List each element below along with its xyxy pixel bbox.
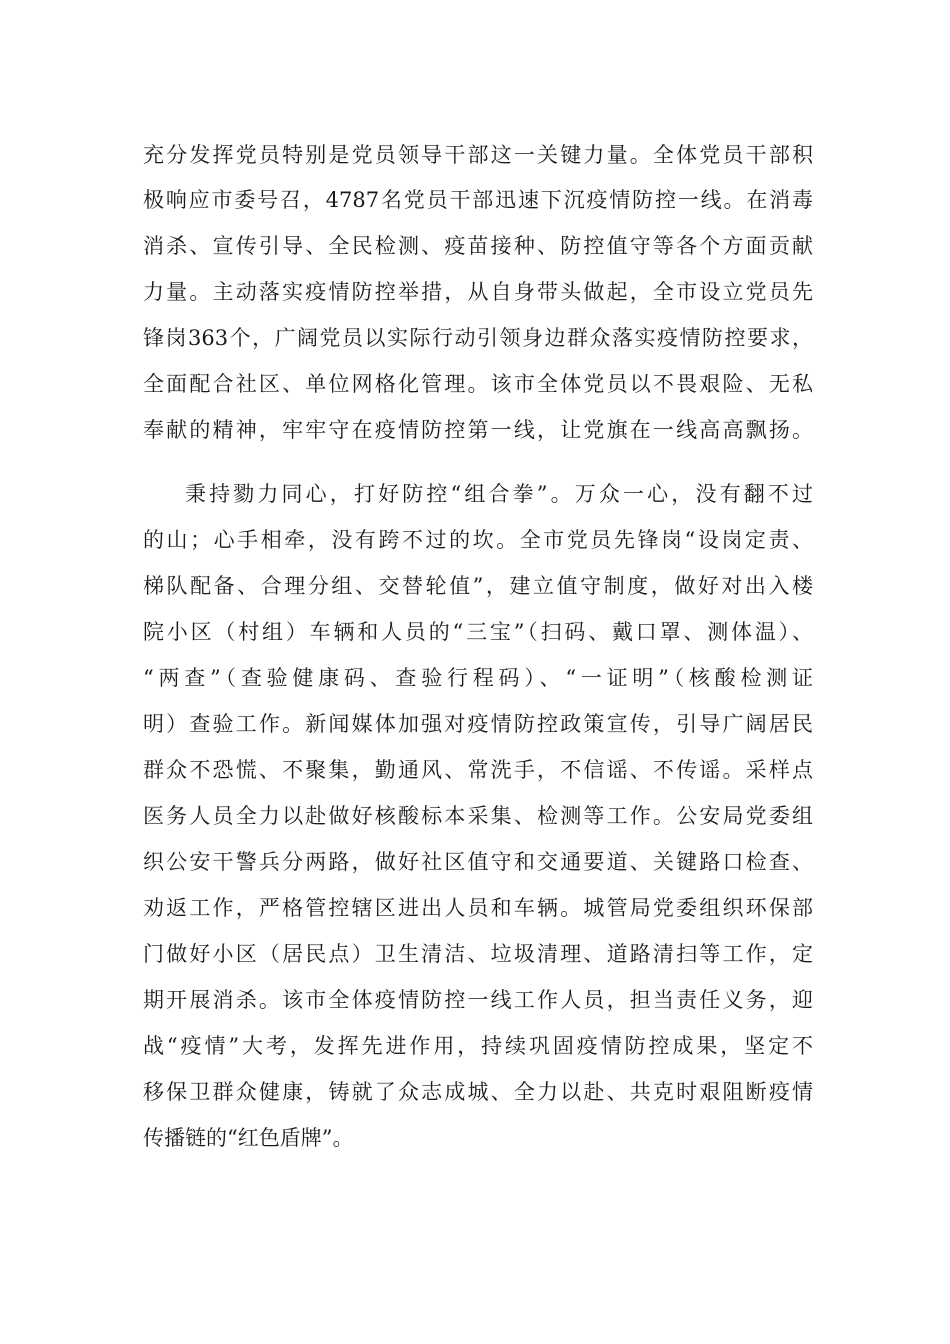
text-line: 院小区（村组）车辆和人员的“三宝”（扫码、戴口罩、测体温）、 — [143, 620, 813, 644]
text-line: 锋岗363个，广阔党员以实际行动引领身边群众落实疫情防控要求， — [143, 326, 813, 350]
text-line: 消杀、宣传引导、全民检测、疫苗接种、防控值守等各个方面贡献 — [143, 234, 813, 258]
text-line: 战“疫情”大考，发挥先进作用，持续巩固疫情防控成果，坚定不 — [143, 1034, 813, 1058]
text-line: 秉持勠力同心，打好防控“组合拳”。万众一心，没有翻不过 — [185, 482, 813, 506]
text-line: 明）查验工作。新闻媒体加强对疫情防控政策宣传，引导广阔居民 — [143, 712, 813, 736]
text-line: 力量。主动落实疫情防控举措，从自身带头做起，全市设立党员先 — [143, 280, 813, 304]
text-line: 织公安干警兵分两路，做好社区值守和交通要道、关键路口检查、 — [143, 850, 813, 874]
text-line: 移保卫群众健康，铸就了众志成城、全力以赴、共克时艰阻断疫情 — [143, 1080, 813, 1104]
text-line: 充分发挥党员特别是党员领导干部这一关键力量。全体党员干部积 — [143, 143, 813, 167]
text-line: 梯队配备、合理分组、交替轮值”，建立值守制度，做好对出入楼 — [143, 574, 813, 598]
text-line: 极响应市委号召，4787名党员干部迅速下沉疫情防控一线。在消毒 — [143, 188, 813, 212]
text-line: 期开展消杀。该市全体疫情防控一线工作人员，担当责任义务，迎 — [143, 988, 813, 1012]
text-line: 传播链的“红色盾牌”。 — [143, 1126, 354, 1150]
text-line: “两查”（查验健康码、查验行程码）、“一证明”（核酸检测证 — [143, 666, 813, 690]
text-line: 全面配合社区、单位网格化管理。该市全体党员以不畏艰险、无私 — [143, 372, 813, 396]
text-line: 群众不恐慌、不聚集，勤通风、常洗手，不信谣、不传谣。采样点 — [143, 758, 813, 782]
text-line: 的山；心手相牵，没有跨不过的坎。全市党员先锋岗“设岗定责、 — [143, 528, 813, 552]
text-line: 劝返工作，严格管控辖区进出人员和车辆。城管局党委组织环保部 — [143, 896, 813, 920]
text-line: 门做好小区（居民点）卫生清洁、垃圾清理、道路清扫等工作，定 — [143, 942, 813, 966]
text-line: 医务人员全力以赴做好核酸标本采集、检测等工作。公安局党委组 — [143, 804, 813, 828]
text-line: 奉献的精神，牢牢守在疫情防控第一线，让党旗在一线高高飘扬。 — [143, 418, 813, 442]
